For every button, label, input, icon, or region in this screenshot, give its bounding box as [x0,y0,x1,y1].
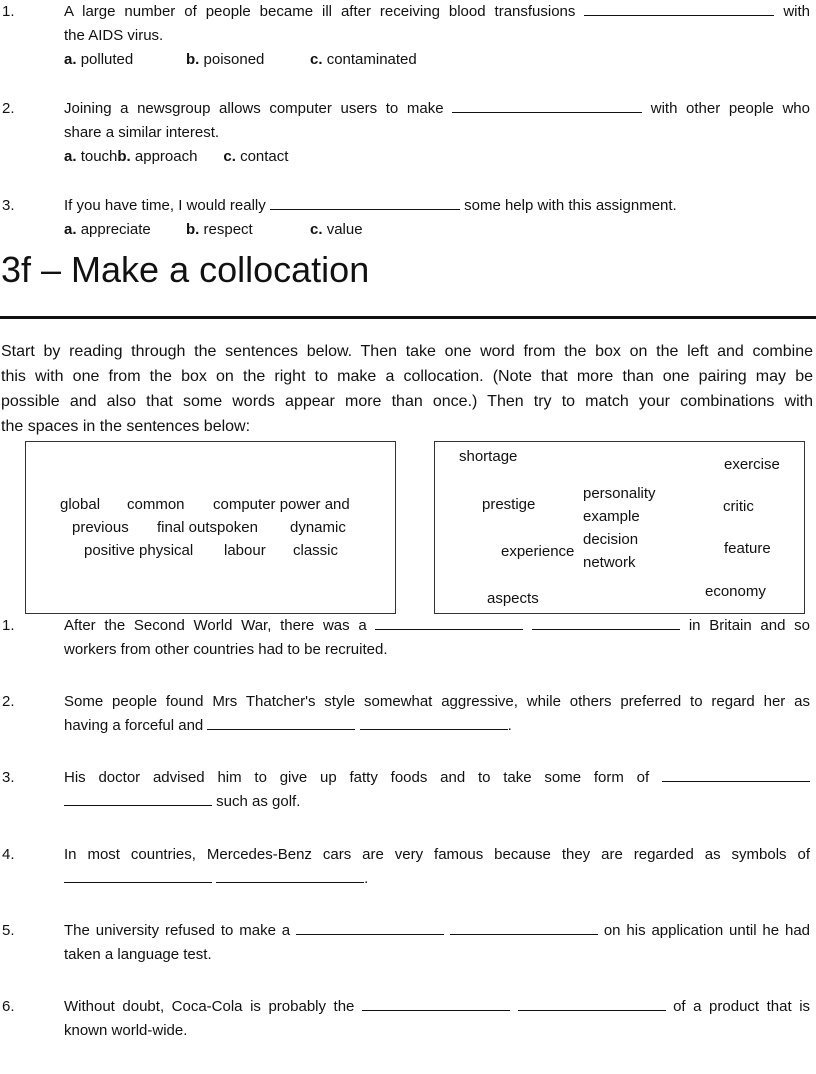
answer-blank-2[interactable] [450,922,598,935]
word[interactable]: classic [293,542,339,559]
item-number: 3. [2,197,15,214]
answer-blank-2[interactable] [64,793,212,806]
word[interactable]: computer power and [213,496,350,513]
options [64,148,288,165]
question-line-2: the AIDS virus. [64,27,164,44]
word-aspects[interactable]: aspects [487,590,539,607]
option-c[interactable]: c. contaminated [310,51,417,68]
option-c[interactable]: c. contact [223,148,289,165]
question-line: A large number of people became ill after receiving blood transfusions with [64,3,810,20]
options [64,51,417,68]
word[interactable]: labour [224,542,266,559]
right-word-box [434,441,805,614]
word-experience[interactable]: experience [501,543,575,560]
answer-blank[interactable] [452,100,642,113]
sentence-line: His doctor advised him to give up fatty foods and to take some form of [64,769,810,786]
answer-blank[interactable] [270,197,460,210]
word[interactable]: global [60,496,101,513]
answer-blank-1[interactable] [296,922,444,935]
word[interactable]: previous [72,519,129,536]
word-network[interactable]: network [583,554,636,571]
item-number: 1. [2,3,15,20]
instruction-line-3: possible and also that some words appear more than once.) Then try to match your combinations with [1,393,813,410]
word[interactable]: final outspoken [157,519,258,536]
instruction-line-4: the spaces in the sentences below: [1,418,251,435]
answer-blank-1[interactable] [207,717,355,730]
answer-blank-1[interactable] [362,998,510,1011]
instruction-line-2: this with one from the box on the right to make a collocation. (Note that more than one pairing may be [1,368,813,385]
sentence-line: The university refused to make a on his application until he had [64,922,811,939]
answer-blank-2[interactable] [532,617,680,630]
left-word-box [25,441,396,614]
sentence-line-2: taken a language test. [64,946,212,963]
word-personality[interactable]: personality [583,485,656,502]
answer-blank-1[interactable] [64,870,212,883]
word[interactable]: positive physical [84,542,194,559]
option-b[interactable]: b. respect [186,221,253,238]
word[interactable]: dynamic [290,519,346,536]
question-line-2: share a similar interest. [64,124,220,141]
word-economy[interactable]: economy [705,583,766,600]
question-line: If you have time, I would really some help with this assignment. [64,197,677,214]
word[interactable]: common [127,496,185,513]
item-number: 3. [2,769,15,786]
word-critic[interactable]: critic [723,498,754,515]
option-a[interactable]: a. touch [64,148,118,165]
sentence-line: Without doubt, Coca-Cola is probably the of a product that is [64,998,811,1015]
options [64,221,363,238]
option-b[interactable]: b. approach [117,148,198,165]
answer-blank-1[interactable] [662,769,810,782]
answer-blank[interactable] [584,3,774,16]
item-number: 2. [2,100,15,117]
answer-blank-1[interactable] [375,617,523,630]
item-number: 1. [2,617,15,634]
option-b[interactable]: b. poisoned [186,51,265,68]
sentence-line-2: known world-wide. [64,1022,188,1039]
sentence-line: After the Second World War, there was a in Britain and so [64,617,810,634]
sentence-line: Some people found Mrs Thatcher's style somewhat aggressive, while others preferred to regard her as [64,693,810,710]
option-a[interactable]: a. appreciate [64,221,151,238]
word-prestige[interactable]: prestige [482,496,536,513]
option-c[interactable]: c. value [310,221,363,238]
sentence-line-2: workers from other countries had to be recruited. [64,641,388,658]
item-number: 4. [2,846,15,863]
instruction-line-1: Start by reading through the sentences below. Then take one word from the box on the left and combine [1,343,813,360]
option-a[interactable]: a. polluted [64,51,134,68]
item-number: 2. [2,693,15,710]
sentence-line: In most countries, Mercedes-Benz cars are very famous because they are regarded as symbols of [64,846,810,863]
word-feature[interactable]: feature [724,540,771,557]
question-line: Joining a newsgroup allows computer users to make with other people who [64,100,810,117]
word-example[interactable]: example [583,508,640,525]
answer-blank-2[interactable] [216,870,364,883]
item-number: 6. [2,998,15,1015]
sentence-line-2: such as golf. [64,793,300,810]
section-title: 3f – Make a collocation [1,249,370,290]
answer-blank-2[interactable] [518,998,666,1011]
word-decision[interactable]: decision [583,531,639,548]
sentence-line-2: having a forceful and . [64,717,512,734]
title-divider [0,316,816,319]
word-exercise[interactable]: exercise [724,456,780,473]
sentence-line-2: . [64,870,368,887]
item-number: 5. [2,922,15,939]
answer-blank-2[interactable] [360,717,508,730]
word-shortage[interactable]: shortage [459,448,518,465]
